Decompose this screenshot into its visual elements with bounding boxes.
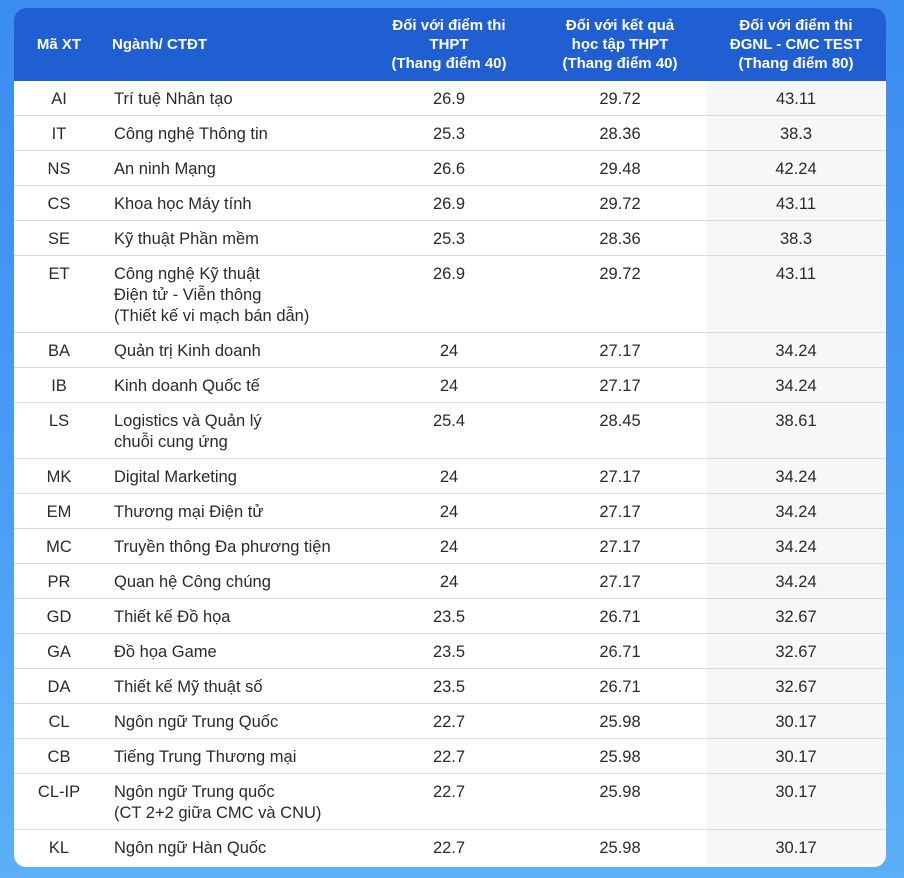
cell-hoctap-score: 26.71	[534, 669, 706, 704]
cell-hoctap-score: 27.17	[534, 459, 706, 494]
cell-major	[104, 81, 364, 116]
table-row	[14, 186, 886, 221]
table-row	[14, 739, 886, 774]
cell-dgnl-score: 34.24	[706, 459, 886, 494]
admission-score-table-card	[14, 8, 886, 867]
header-thpt: Đối với điểm thi THPT (Thang điểm 40)	[364, 8, 534, 81]
cell-code: DA	[14, 669, 104, 704]
cell-code: LS	[14, 403, 104, 459]
table-row	[14, 256, 886, 333]
major-line: Ngôn ngữ Trung Quốc	[114, 713, 279, 731]
major-line: Quan hệ Công chúng	[114, 573, 271, 591]
cell-dgnl-score: 32.67	[706, 634, 886, 669]
major-line: Truyền thông Đa phương tiện	[114, 538, 331, 556]
cell-dgnl-score: 38.3	[706, 221, 886, 256]
cell-hoctap-score: 25.98	[534, 704, 706, 739]
cell-hoctap-score: 25.98	[534, 774, 706, 830]
table-row	[14, 459, 886, 494]
cell-hoctap-score: 29.72	[534, 256, 706, 333]
cell-thpt-score: 22.7	[432, 839, 466, 857]
cell-thpt-score: 22.7	[364, 739, 534, 774]
table-row	[14, 403, 886, 459]
cell-major	[104, 403, 364, 459]
cell-thpt-score: 26.6	[364, 151, 534, 186]
cell-code: SE	[14, 221, 104, 256]
major-line: Khoa học Máy tính	[114, 195, 252, 213]
cell-major	[104, 333, 364, 368]
table-row	[14, 634, 886, 669]
cell-major	[104, 564, 364, 599]
cell-dgnl-score: 42.24	[706, 151, 886, 186]
cell-code: CB	[14, 739, 104, 774]
cell-major	[104, 186, 364, 221]
cell-major	[104, 116, 364, 151]
cell-hoctap-score: 25.98	[599, 839, 641, 857]
table-row	[14, 704, 886, 739]
cell-major	[104, 256, 364, 333]
cell-hoctap-score: 28.36	[534, 116, 706, 151]
table-row	[14, 221, 886, 256]
cell-dgnl-score: 34.24	[706, 564, 886, 599]
cell-major	[104, 599, 364, 634]
cell-hoctap-score: 29.48	[534, 151, 706, 186]
cell-hoctap-score: 26.71	[534, 634, 706, 669]
header-major: Ngành/ CTĐT	[104, 8, 364, 81]
cell-hoctap-score: 29.72	[534, 186, 706, 221]
cell-thpt-score: 26.9	[364, 186, 534, 221]
table-row	[14, 529, 886, 564]
cell-dgnl-score: 38.3	[706, 116, 886, 151]
cell-dgnl-score: 34.24	[706, 529, 886, 564]
cell-thpt-score: 24	[364, 494, 534, 529]
cell-dgnl-score: 34.24	[706, 333, 886, 368]
major-line: Tiếng Trung Thương mại	[114, 748, 297, 766]
cell-code: PR	[14, 564, 104, 599]
cell-hoctap-score: 26.71	[534, 599, 706, 634]
cell-hoctap-score: 27.17	[534, 564, 706, 599]
table-row	[14, 830, 886, 865]
cell-hoctap-score: 27.17	[534, 494, 706, 529]
cell-major	[104, 669, 364, 704]
table-row	[14, 564, 886, 599]
cell-hoctap-score: 28.45	[534, 403, 706, 459]
cell-thpt-score: 23.5	[364, 669, 534, 704]
cell-hoctap-score: 27.17	[534, 368, 706, 403]
major-line: Kinh doanh Quốc tế	[114, 377, 260, 395]
cell-thpt-score: 24	[364, 529, 534, 564]
major-line: Ngôn ngữ Hàn Quốc	[114, 839, 267, 857]
cell-code: AI	[14, 81, 104, 116]
cell-hoctap-score: 27.17	[534, 333, 706, 368]
cell-thpt-score: 24	[364, 333, 534, 368]
cell-code: EM	[14, 494, 104, 529]
major-line: Công nghệ Thông tin	[114, 125, 268, 143]
major-line: Thiết kế Mỹ thuật số	[114, 678, 263, 696]
major-line: Thương mại Điện tử	[114, 503, 264, 521]
cell-dgnl-score: 38.61	[706, 403, 886, 459]
table-row	[14, 774, 886, 830]
cell-code: CL-IP	[14, 774, 104, 830]
cell-code: GA	[14, 634, 104, 669]
cell-thpt-score: 22.7	[364, 774, 534, 830]
cell-thpt-score: 25.3	[364, 116, 534, 151]
cell-dgnl-score: 43.11	[706, 186, 886, 221]
cell-major	[104, 634, 364, 669]
major-line: (Thiết kế vi mạch bán dẫn)	[114, 307, 310, 325]
table-row	[14, 116, 886, 151]
cell-major	[104, 368, 364, 403]
cell-major	[104, 151, 364, 186]
cell-major	[104, 774, 364, 830]
cell-code: ET	[14, 256, 104, 333]
cell-dgnl-score: 30.17	[706, 704, 886, 739]
cell-thpt-score: 24	[364, 368, 534, 403]
cell-major	[104, 529, 364, 564]
cell-major	[104, 459, 364, 494]
major-line: Ngôn ngữ Trung quốc	[114, 783, 275, 801]
cell-major	[104, 830, 364, 865]
cell-code: KL	[48, 839, 70, 857]
cell-code: MC	[14, 529, 104, 564]
cell-dgnl-score: 34.24	[706, 494, 886, 529]
table-row	[14, 669, 886, 704]
cell-dgnl-score: 43.11	[706, 256, 886, 333]
cell-major	[104, 494, 364, 529]
table-row	[14, 599, 886, 634]
cell-dgnl-score: 32.67	[706, 599, 886, 634]
cell-dgnl-score: 34.24	[706, 368, 886, 403]
cell-code: BA	[14, 333, 104, 368]
major-line: Công nghệ Kỹ thuật	[114, 265, 260, 283]
cell-code: IB	[14, 368, 104, 403]
cell-dgnl-score: 30.17	[706, 830, 886, 865]
cell-thpt-score: 26.9	[364, 81, 534, 116]
cell-hoctap-score: 25.98	[534, 739, 706, 774]
table-row	[14, 368, 886, 403]
cell-thpt-score: 25.3	[364, 221, 534, 256]
cell-dgnl-score: 30.17	[706, 774, 886, 830]
major-line: Logistics và Quản lý	[114, 412, 262, 430]
table-body	[14, 81, 886, 864]
major-line: Digital Marketing	[114, 468, 237, 486]
cell-code: IT	[14, 116, 104, 151]
table-row	[14, 81, 886, 116]
major-line: Điện tử - Viễn thông	[114, 286, 262, 304]
cell-thpt-score: 24	[364, 564, 534, 599]
major-line: chuỗi cung ứng	[114, 433, 228, 451]
cell-dgnl-score: 30.17	[706, 739, 886, 774]
major-line: An ninh Mạng	[114, 160, 216, 178]
cell-code: GD	[14, 599, 104, 634]
cell-thpt-score: 25.4	[364, 403, 534, 459]
table-row	[14, 151, 886, 186]
cell-dgnl-score: 43.11	[706, 81, 886, 116]
cell-dgnl-score: 32.67	[706, 669, 886, 704]
header-code: Mã XT	[14, 8, 104, 81]
major-line: Quản trị Kinh doanh	[114, 342, 261, 360]
cell-major	[104, 221, 364, 256]
cell-code: CS	[14, 186, 104, 221]
cell-thpt-score: 26.9	[364, 256, 534, 333]
cell-hoctap-score: 28.36	[534, 221, 706, 256]
cell-thpt-score: 22.7	[364, 704, 534, 739]
cell-thpt-score: 23.5	[364, 599, 534, 634]
header-hoctap: Đối với kết quả học tập THPT (Thang điểm 40)	[534, 8, 706, 81]
cell-code: CL	[14, 704, 104, 739]
table-header-row	[14, 8, 886, 81]
cell-thpt-score: 23.5	[364, 634, 534, 669]
table-row	[14, 333, 886, 368]
cell-code: MK	[14, 459, 104, 494]
cell-hoctap-score: 27.17	[534, 529, 706, 564]
cell-hoctap-score: 29.72	[534, 81, 706, 116]
cell-thpt-score: 24	[364, 459, 534, 494]
major-line: Trí tuệ Nhân tạo	[114, 90, 233, 108]
major-line: Kỹ thuật Phần mềm	[114, 230, 259, 248]
header-dgnl: Đối với điểm thi ĐGNL - CMC TEST (Thang điểm 80)	[706, 8, 886, 81]
table-row	[14, 494, 886, 529]
major-line: Đồ họa Game	[114, 643, 217, 661]
major-line: Thiết kế Đồ họa	[114, 608, 231, 626]
major-line: (CT 2+2 giữa CMC và CNU)	[114, 804, 322, 822]
cell-major	[104, 704, 364, 739]
cell-major	[104, 739, 364, 774]
admission-score-table	[14, 8, 886, 864]
cell-code: NS	[14, 151, 104, 186]
